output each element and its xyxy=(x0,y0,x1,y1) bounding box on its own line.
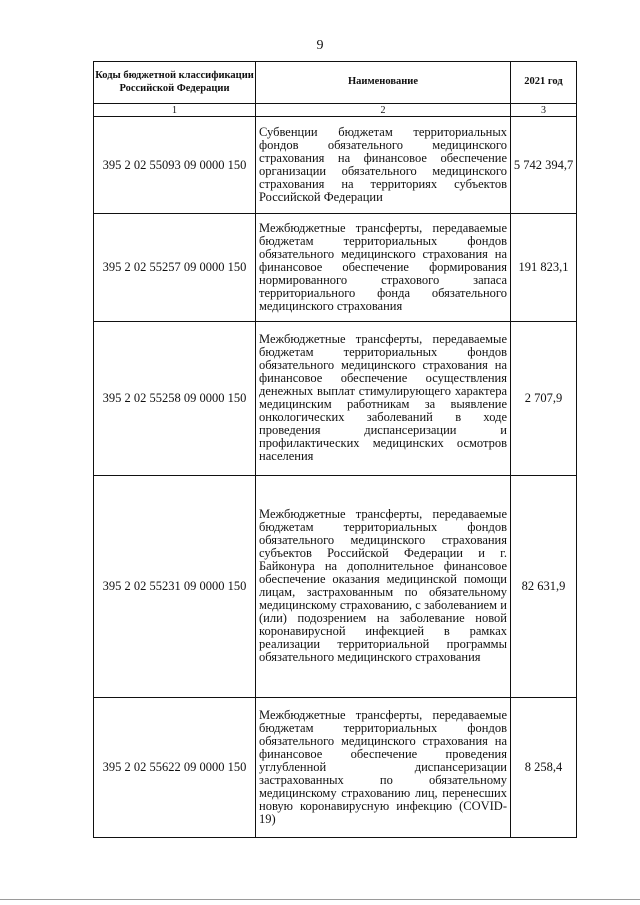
header-year-2021: 2021 год xyxy=(511,62,577,104)
budget-code: 395 2 02 55257 09 0000 150 xyxy=(94,214,256,322)
budget-code: 395 2 02 55622 09 0000 150 xyxy=(94,698,256,838)
scan-edge-line xyxy=(0,899,640,900)
column-number: 1 xyxy=(94,104,256,117)
budget-code: 395 2 02 55231 09 0000 150 xyxy=(94,476,256,698)
budget-code: 395 2 02 55258 09 0000 150 xyxy=(94,322,256,476)
table-row xyxy=(94,117,577,214)
item-name: Межбюджетные трансферты, передаваемые бюджетам территориальных фондов обязательного медицинского страхования на финансовое обеспечение формирования нормированного страхового запаса территориального фонда обязательного медицинского страхования xyxy=(256,214,511,322)
table-header-row xyxy=(94,62,577,104)
item-name: Межбюджетные трансферты, передаваемые бюджетам территориальных фондов обязательного медицинского страхования на финансовое обеспечение проведения углубленной диспансеризации застрахованных по обязательному медицинскому страхованию лиц, перенесших новую коронавирусную инфекцию (COVID-19) xyxy=(256,698,511,838)
item-name: Межбюджетные трансферты, передаваемые бюджетам территориальных фондов обязательного медицинского страхования на финансовое обеспечение осуществления денежных выплат стимулирующего характера медицинским работникам за выявление онкологических заболеваний в ходе проведения диспансеризации и профилактических медицинских осмотров населения xyxy=(256,322,511,476)
column-number-row xyxy=(94,104,577,117)
amount-2021: 191 823,1 xyxy=(511,214,577,322)
table-row xyxy=(94,322,577,476)
amount-2021: 2 707,9 xyxy=(511,322,577,476)
item-name: Межбюджетные трансферты, передаваемые бюджетам территориальных фондов обязательного медицинского страхования субъектов Российской Федерации и г. Байконура на дополнительное финансовое обеспечение оказания медицинской помощи лицам, застрахованным по обязательному медицинскому страхованию, с заболеванием и (или) подозрением на заболевание новой коронавирусной инфекцией в рамках реализации территориальной программы обязательного медицинского страхования xyxy=(256,476,511,698)
column-number: 2 xyxy=(256,104,511,117)
page-number: 9 xyxy=(316,38,324,53)
table-row xyxy=(94,214,577,322)
header-budget-codes: Коды бюджетной классификации Российской Федерации xyxy=(94,62,256,104)
table-row xyxy=(94,698,577,838)
header-name: Наименование xyxy=(256,62,511,104)
column-number: 3 xyxy=(511,104,577,117)
amount-2021: 5 742 394,7 xyxy=(511,117,577,214)
amount-2021: 82 631,9 xyxy=(511,476,577,698)
budget-code: 395 2 02 55093 09 0000 150 xyxy=(94,117,256,214)
item-name: Субвенции бюджетам территориальных фондов обязательного медицинского страхования на финансовое обеспечение организации обязательного медицинского страхования на территориях субъектов Российской Федерации xyxy=(256,117,511,214)
table-row xyxy=(94,476,577,698)
budget-revenue-table xyxy=(93,61,577,838)
amount-2021: 8 258,4 xyxy=(511,698,577,838)
